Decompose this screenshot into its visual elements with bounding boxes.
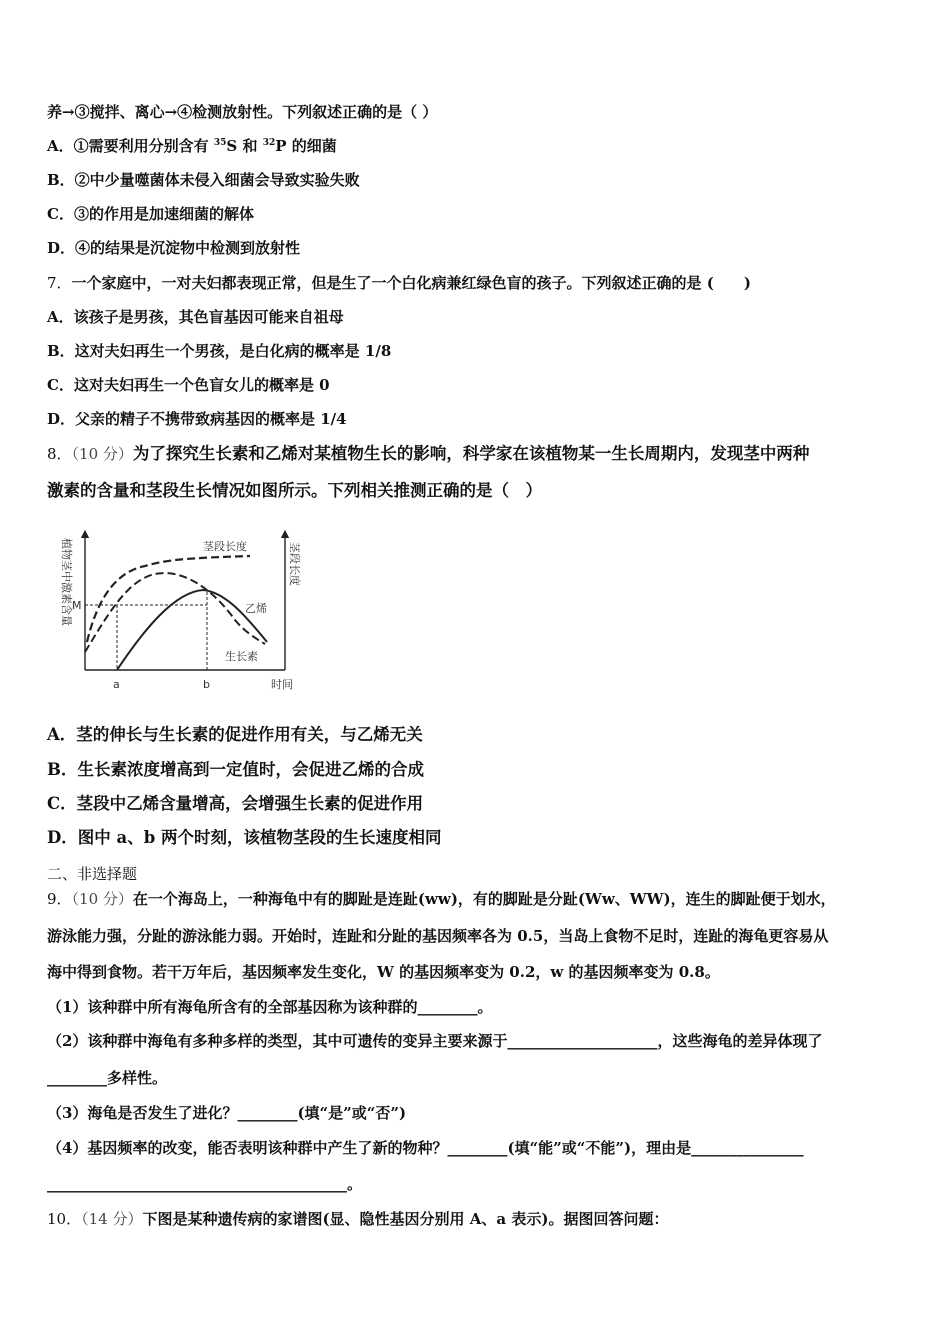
q6-option-a: A．①需要利用分别含有 $^{35}$S 和 $^{32}$P 的细菌 [47, 137, 337, 155]
q7-stem: 7．一个家庭中，一对夫妇都表现正常，但是生了一个白化病兼红绿色盲的孩子。下列叙述正确的是 ( ) [47, 274, 751, 292]
m-label: M [72, 599, 82, 612]
q8-option-d: D．图中 a、b 两个时刻，该植物茎段的生长速度相同 [47, 828, 442, 847]
q7-option-b: B．这对夫妇再生一个男孩，是白化病的概率是 1/8 [47, 342, 392, 360]
q8-option-b: B．生长素浓度增高到一定值时，会促进乙烯的合成 [47, 760, 424, 779]
q9-stem-2: 游泳能力强，分趾的游泳能力弱。开始时，连趾和分趾的基因频率各为 0.5，当岛上食物不足时，连趾的海龟更容易从 [47, 927, 829, 945]
q6-stem-tail: 养→③搅拌、离心→④检测放射性。下列叙述正确的是（ ） [47, 103, 438, 121]
q9-stem-1: 9．（10 分）在一个海岛上，一种海龟中有的脚趾是连趾(ww)，有的脚趾是分趾(Ww、WW)，连生的脚趾便于划水， [47, 890, 836, 908]
q9-part-3: （3）海龟是否发生了进化？________(填“是”或“否”) [47, 1104, 407, 1122]
a-label: a [113, 678, 120, 691]
legend-stem-length: 茎段长度 [203, 540, 247, 553]
q9-part-1: （1）该种群中所有海龟所含有的全部基因称为该种群的________。 [47, 998, 493, 1016]
q9-part-4a: （4）基因频率的改变，能否表明该种群中产生了新的物种？________(填“能”或“不能”)，理由是_______________ [47, 1139, 804, 1157]
legend-auxin: 生长素 [225, 650, 258, 663]
y-axis-label: 植物茎中激素含量 [60, 538, 73, 626]
q7-option-c: C．这对夫妇再生一个色盲女儿的概率是 0 [47, 376, 330, 394]
q6-option-d: D．④的结果是沉淀物中检测到放射性 [47, 239, 301, 257]
hormone-chart [45, 520, 307, 698]
q9-part-2a: （2）该种群中海龟有多种多样的类型，其中可遗传的变异主要来源于____________________，这些海龟的差异体现了 [47, 1032, 823, 1050]
q8-option-a: A．茎的伸长与生长素的促进作用有关，与乙烯无关 [47, 725, 423, 744]
x-axis-label: 时间 [271, 678, 293, 691]
q9-part-4b: ________________________________________。 [47, 1175, 363, 1193]
section-title: 二、非选择题 [47, 865, 138, 883]
q9-part-2b: ________多样性。 [47, 1069, 168, 1087]
q6-option-c: C．③的作用是加速细菌的解体 [47, 205, 254, 223]
q7-option-d: D．父亲的精子不携带致病基因的概率是 1/4 [47, 410, 347, 428]
q10-stem: 10．（14 分）下图是某种遗传病的家谱图(显、隐性基因分别用 A、a 表示)。据图回答问题： [47, 1210, 669, 1228]
q8-stem-1: 8．（10 分）为了探究生长素和乙烯对某植物生长的影响，科学家在该植物某一生长周期内，发现茎中两种 [47, 444, 810, 463]
legend-ethylene: 乙烯 [245, 602, 267, 615]
y2-axis-label: 茎段长度 [288, 542, 301, 586]
b-label: b [203, 678, 210, 691]
q8-stem-2: 激素的含量和茎段生长情况如图所示。下列相关推测正确的是（ ） [47, 481, 542, 500]
q7-option-a: A．该孩子是男孩，其色盲基因可能来自祖母 [47, 308, 344, 326]
q6-option-b: B．②中少量噬菌体未侵入细菌会导致实验失败 [47, 171, 360, 189]
q9-stem-3: 海中得到食物。若干万年后，基因频率发生变化，W 的基因频率变为 0.2，w 的基因频率变为 0.8。 [47, 963, 720, 981]
q8-option-c: C．茎段中乙烯含量增高，会增强生长素的促进作用 [47, 794, 424, 813]
